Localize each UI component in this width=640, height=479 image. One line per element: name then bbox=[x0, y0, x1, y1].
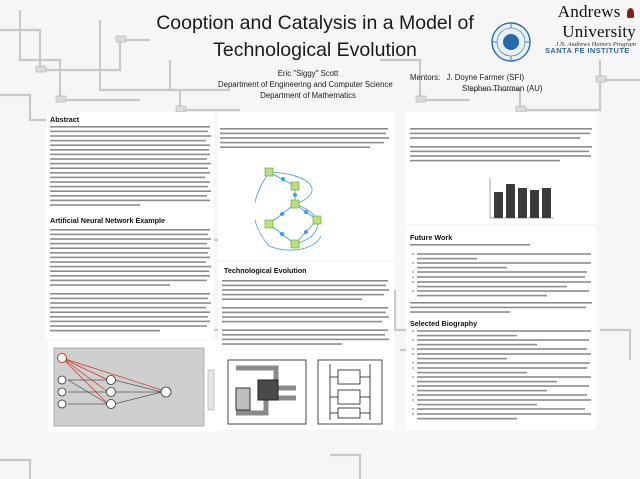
andrews-wordmark: Andrews University bbox=[557, 2, 636, 41]
biblio-text-lines bbox=[410, 330, 594, 428]
abstract-text bbox=[50, 126, 212, 210]
abstract-text-lines bbox=[50, 126, 212, 210]
sfi-label: SANTA FE INSTITUTE bbox=[545, 46, 630, 55]
mentors-label: Mentors: bbox=[410, 73, 441, 82]
results-bar bbox=[542, 188, 551, 218]
results-text-lines bbox=[410, 128, 594, 174]
tech-evolution-text-lines bbox=[222, 280, 390, 358]
andrews-flame-icon bbox=[627, 8, 634, 18]
ann-heading: Artificial Neural Network Example bbox=[50, 216, 166, 225]
results-bar-chart bbox=[484, 176, 556, 224]
sfi-seal-icon bbox=[488, 21, 542, 63]
poster-title bbox=[150, 10, 480, 64]
title-line-1: Cooption and Catalysis in a Model of bbox=[156, 12, 474, 34]
results-bar bbox=[530, 190, 539, 218]
future-work-heading: Future Work bbox=[410, 233, 453, 242]
ann-text-lines bbox=[50, 229, 212, 337]
future-work-text-lines bbox=[410, 244, 594, 316]
department-2: Department of Mathematics bbox=[260, 91, 356, 100]
logic-circuit-diagrams bbox=[226, 358, 386, 428]
results-bar bbox=[506, 184, 515, 218]
ann-network-diagram bbox=[48, 340, 218, 432]
catalysis-graph-diagram bbox=[255, 162, 335, 256]
author-name: Eric "Siggy" Scott bbox=[277, 69, 339, 78]
department-1: Department of Engineering and Computer Science bbox=[218, 80, 393, 89]
mentors-block bbox=[410, 72, 610, 94]
tech-evolution-heading: Technological Evolution bbox=[224, 266, 307, 275]
honors-program-label: J.N. Andrews Honors Program bbox=[555, 41, 636, 48]
abstract-heading: Abstract bbox=[50, 115, 80, 124]
catalysis-text-lines bbox=[220, 128, 392, 160]
results-bar bbox=[494, 192, 503, 218]
author-block bbox=[218, 68, 393, 101]
title-line-2: Technological Evolution bbox=[213, 39, 417, 61]
results-bar bbox=[518, 188, 527, 218]
mentor-1: J. Doyne Farmer (SFI) bbox=[446, 73, 525, 82]
mentor-2: Stephen Thorman (AU) bbox=[462, 84, 543, 93]
biblio-heading: Selected Biography bbox=[410, 319, 478, 328]
